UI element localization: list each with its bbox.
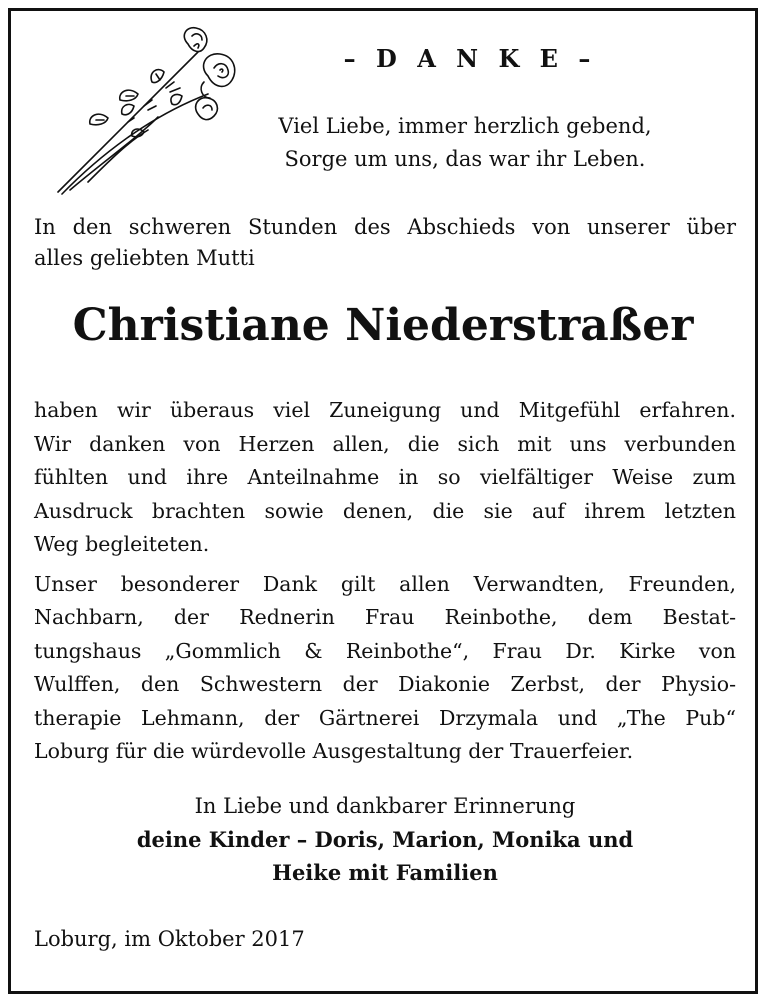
intro-line: alles geliebten Mutti	[34, 246, 255, 270]
verse-line: Viel Liebe, immer herzlich gebend,	[278, 114, 652, 138]
text-line: tungshaus „Gommlich & Reinbothe“, Frau Dr. Kirke von	[34, 638, 736, 663]
text-line: Wir danken von Herzen allen, die sich mit uns verbunden	[34, 431, 736, 456]
intro-line: In den schweren Stunden des Abschieds von unserer über	[34, 215, 736, 239]
text-line: Nachbarn, der Rednerin Frau Reinbothe, dem Bestat-	[34, 605, 736, 629]
rose-icon	[48, 22, 248, 202]
text-line: Unser besonderer Dank gilt allen Verwandten, Freunden,	[34, 571, 736, 596]
paragraph-special-thanks	[34, 568, 736, 769]
text-line: Wulffen, den Schwestern der Diakonie Zerbst, der Physio-	[34, 672, 736, 696]
text-line: fühlten und ihre Anteilnahme in so vielfältiger Weise zum	[34, 465, 736, 489]
verse-line: Sorge um uns, das war ihr Leben.	[284, 147, 646, 171]
page-title: – D A N K E –	[343, 44, 597, 73]
text-line: Loburg für die würdevolle Ausgestaltung der Trauerfeier.	[34, 739, 634, 763]
signatories-line: deine Kinder – Doris, Marion, Monika und	[136, 827, 634, 852]
intro-text	[34, 212, 736, 274]
text-line: Weg begleiteten.	[34, 532, 210, 556]
text-line: Ausdruck brachten sowie denen, die sie auf ihrem letzten	[34, 498, 736, 523]
place-date: Loburg, im Oktober 2017	[34, 927, 305, 951]
closing-line: In Liebe und dankbarer Erinnerung	[194, 794, 576, 818]
signatories-line: Heike mit Familien	[272, 860, 498, 885]
verse	[250, 110, 680, 176]
paragraph-thanks	[34, 394, 736, 562]
text-line: therapie Lehmann, der Gärtnerei Drzymala und „The Pub“	[34, 705, 736, 730]
body-text	[34, 394, 736, 775]
text-line: haben wir überaus viel Zuneigung und Mitgefühl erfahren.	[34, 398, 736, 422]
closing	[34, 790, 736, 889]
deceased-name: Christiane Niederstraßer	[72, 300, 694, 351]
